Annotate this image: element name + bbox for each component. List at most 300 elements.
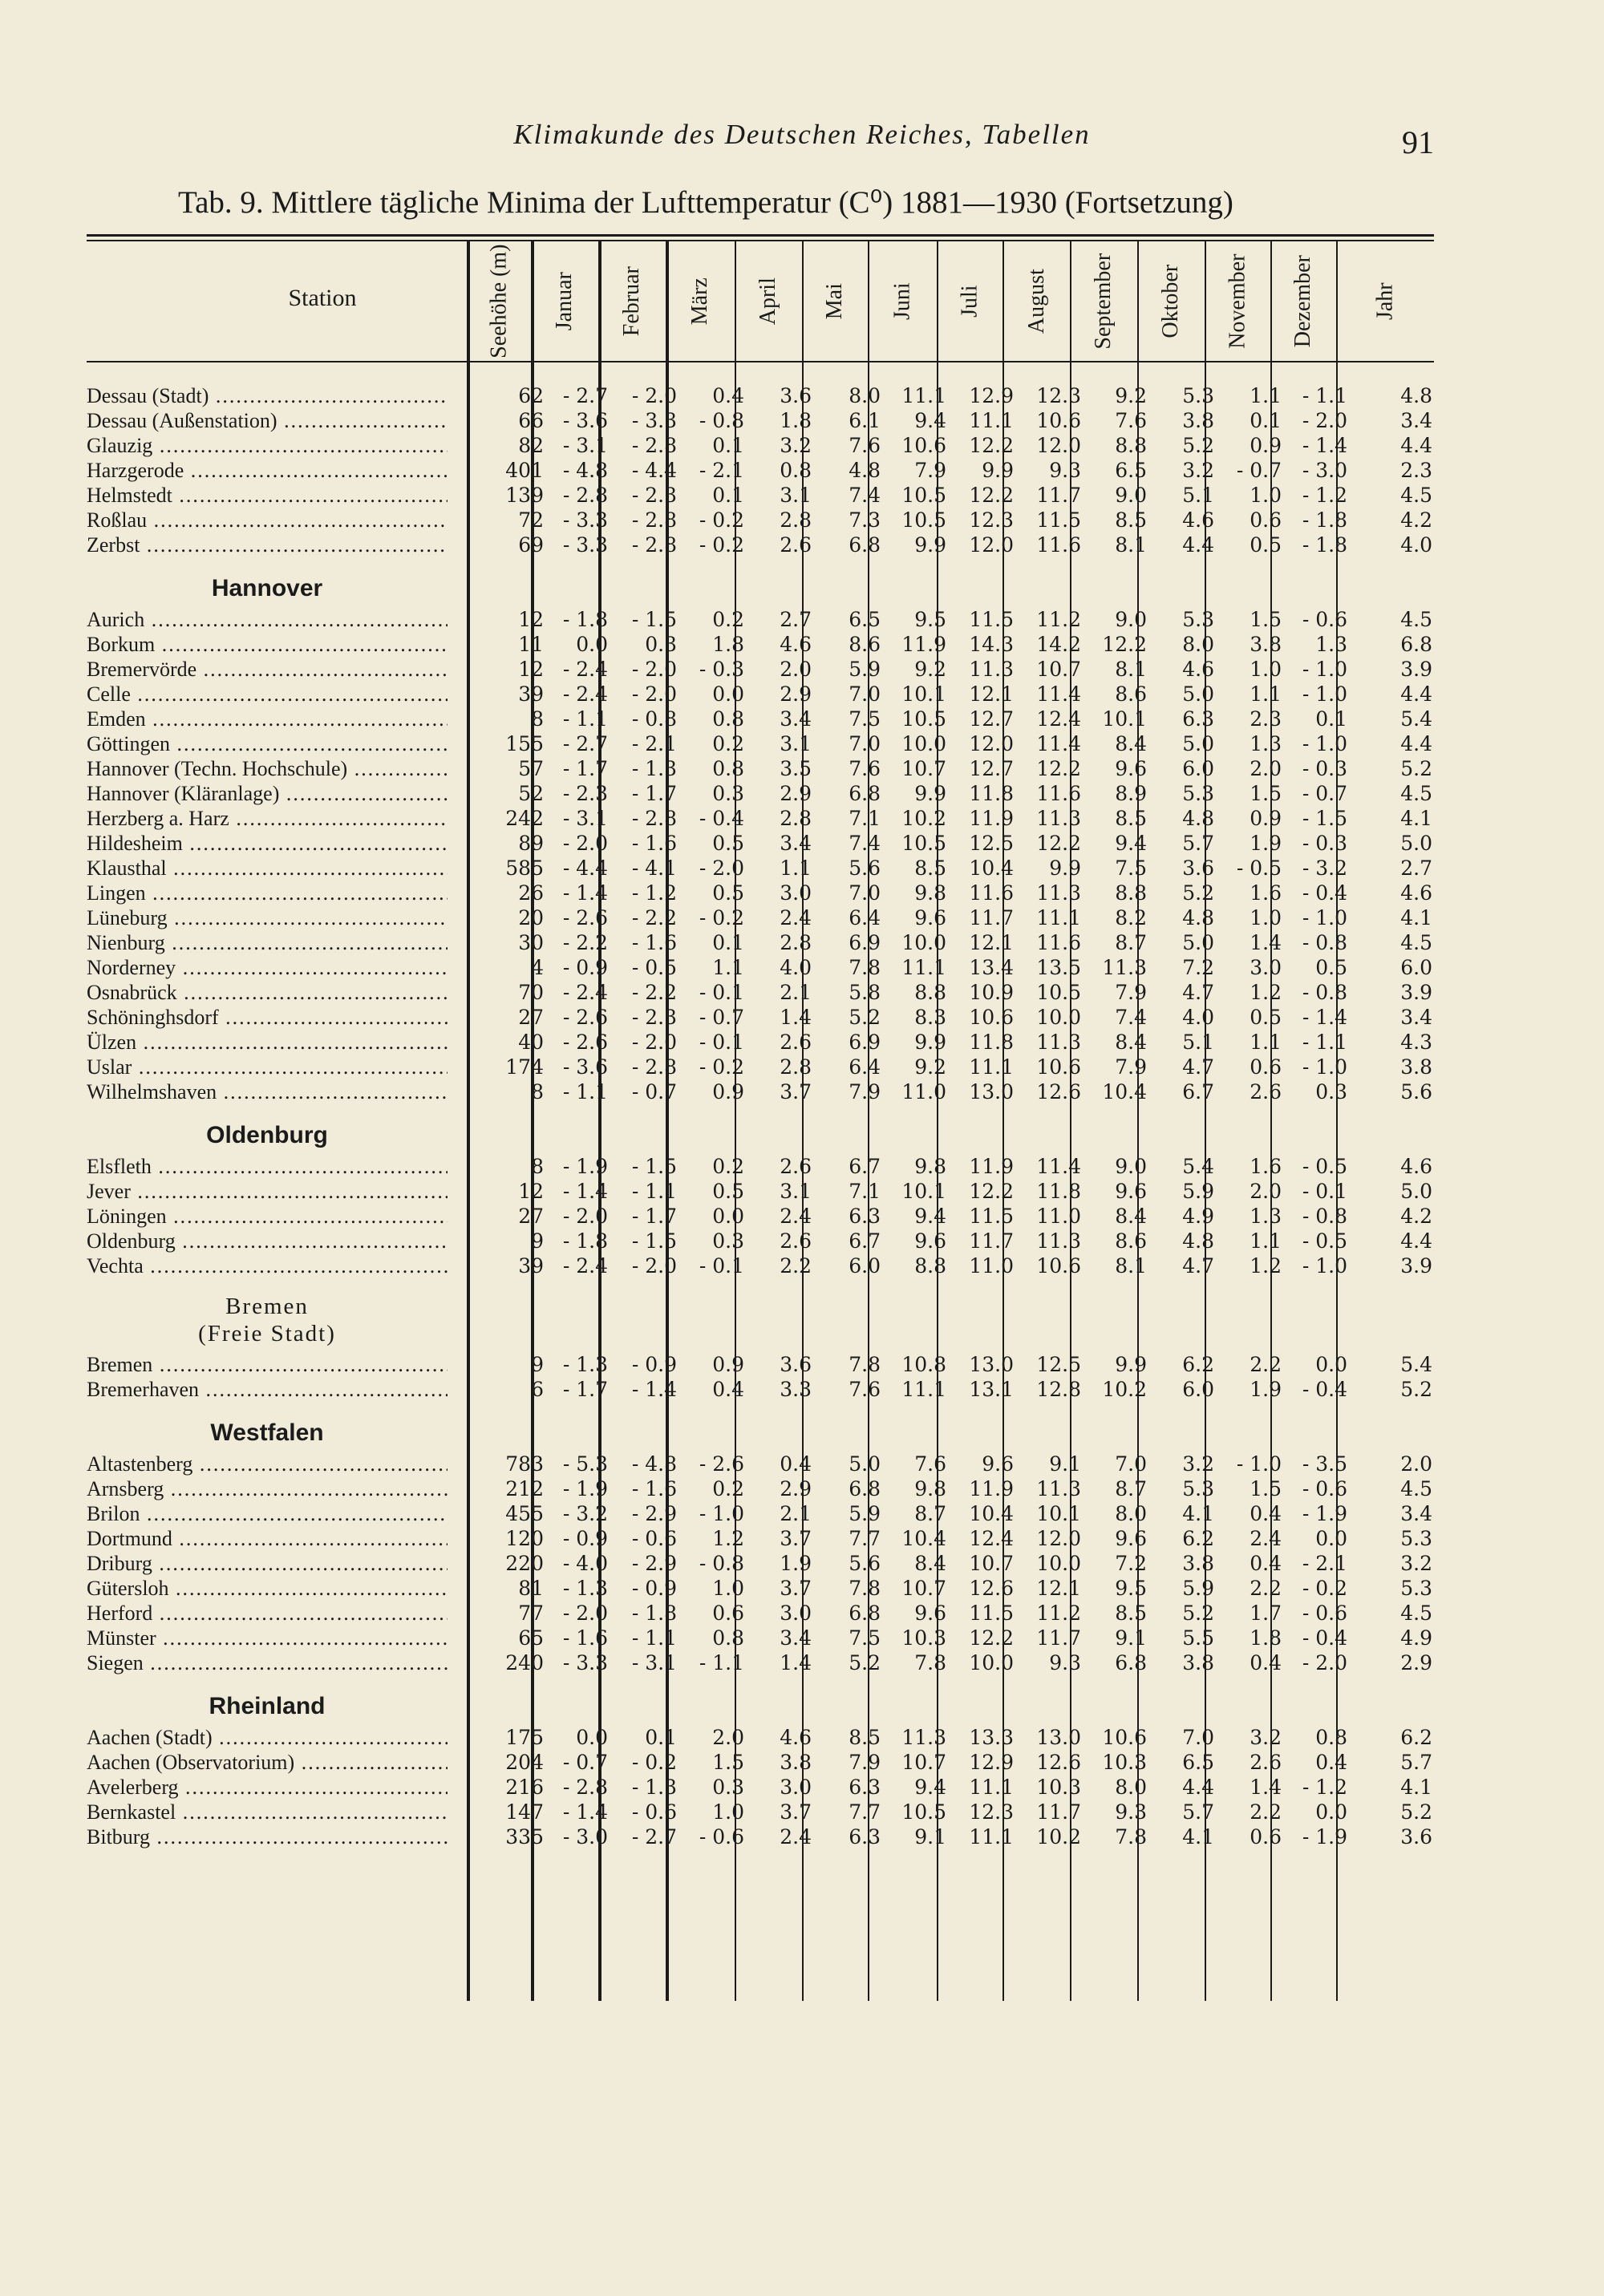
table-cell: 7.0 <box>1182 1726 1214 1749</box>
table-cell: 2.9 <box>780 682 812 706</box>
station-name: Aachen (Stadt) ..... <box>87 1725 448 1750</box>
table-cell: - 1.3 <box>562 1577 608 1600</box>
table-cell: 335 <box>505 1825 544 1849</box>
table-cell: 11.4 <box>1036 1155 1081 1178</box>
table-cell: - 1.7 <box>562 1378 608 1401</box>
table-cell: - 0.2 <box>631 1751 677 1774</box>
table-cell: 5.3 <box>1182 782 1214 805</box>
table-cell: 13.1 <box>969 1378 1014 1401</box>
table-cell: 1.4 <box>780 1651 812 1674</box>
table-row <box>87 1452 1434 1476</box>
table-cell: 9.6 <box>914 906 946 929</box>
table-cell: - 1.0 <box>1302 906 1347 929</box>
table-cell: - 1.3 <box>631 1776 677 1799</box>
table-cell: 0.8 <box>712 757 744 780</box>
table-cell: - 0.7 <box>1302 782 1347 805</box>
table-cell: 3.8 <box>1182 409 1214 432</box>
table-cell: 0.4 <box>712 1378 744 1401</box>
table-cell: 1.8 <box>780 409 812 432</box>
table-cell: - 1.1 <box>1302 1031 1347 1054</box>
table-cell: 6.7 <box>849 1229 881 1253</box>
table-cell: 13.0 <box>1036 1726 1081 1749</box>
table-cell: - 1.1 <box>1302 384 1347 407</box>
station-name: Uslar ..... <box>87 1055 448 1079</box>
table-cell: 11.9 <box>969 1155 1014 1178</box>
table-cell: - 0.1 <box>1302 1180 1347 1203</box>
table-cell: 12.7 <box>969 757 1014 780</box>
table-cell: - 3.1 <box>562 434 608 457</box>
table-cell: 9.4 <box>1115 832 1147 855</box>
table-cell: 11.5 <box>969 1205 1014 1228</box>
table-cell: - 1.8 <box>631 1602 677 1625</box>
table-cell: 174 <box>505 1055 544 1079</box>
table-cell: 39 <box>518 1254 544 1278</box>
table-cell: 8.6 <box>1115 1229 1147 1253</box>
table-cell: 11.1 <box>969 1055 1014 1079</box>
station-name: Herford ..... <box>87 1601 448 1626</box>
table-cell: 9.0 <box>1115 1155 1147 1178</box>
table-cell: - 2.1 <box>699 459 744 482</box>
table-cell: 3.2 <box>1182 1452 1214 1476</box>
table-cell: 9.1 <box>914 1825 946 1849</box>
table-cell: 5.4 <box>1182 1155 1214 1178</box>
table-cell: - 1.2 <box>1302 1776 1347 1799</box>
table-cell: 12 <box>518 1180 544 1203</box>
table-cell: - 0.6 <box>1302 1602 1347 1625</box>
station-name: Münster ..... <box>87 1626 448 1650</box>
table-cell: 12.5 <box>969 832 1014 855</box>
table-cell: 12.3 <box>969 508 1014 532</box>
table-cell: 11.3 <box>1036 807 1081 830</box>
table-cell: 9 <box>531 1229 544 1253</box>
table-cell: 27 <box>518 1205 544 1228</box>
table-cell: 13.0 <box>969 1080 1014 1103</box>
table-row <box>87 1352 1434 1377</box>
table-cell: - 0.6 <box>1302 608 1347 631</box>
column-header <box>1270 242 1336 361</box>
table-cell: 13.3 <box>969 1726 1014 1749</box>
table-cell: 8.8 <box>914 981 946 1004</box>
table-cell: 0.4 <box>1250 1651 1282 1674</box>
station-name: Arnsberg ..... <box>87 1476 448 1501</box>
table-cell: 1.6 <box>1250 881 1282 905</box>
table-cell: 8.4 <box>914 1552 946 1575</box>
table-cell: - 0.6 <box>631 1527 677 1550</box>
table-cell: 3.1 <box>780 732 812 755</box>
column-header <box>467 242 531 361</box>
table-row <box>87 756 1434 781</box>
table-cell: 2.6 <box>780 533 812 557</box>
table-cell: 12.2 <box>969 1180 1014 1203</box>
table-cell: 11.7 <box>1036 1626 1081 1650</box>
table-cell: 3.4 <box>1400 409 1432 432</box>
table-cell: 2.6 <box>1250 1751 1282 1774</box>
station-name: Bremen ..... <box>87 1352 448 1377</box>
table-cell: - 2.7 <box>631 1825 677 1849</box>
table-cell: 7.8 <box>849 1577 881 1600</box>
table-cell: 9.8 <box>914 881 946 905</box>
table-cell: 2.6 <box>780 1155 812 1178</box>
table-cell: 5.2 <box>1400 1800 1432 1824</box>
table-cell: 11.8 <box>969 782 1014 805</box>
table-cell: - 1.9 <box>562 1477 608 1500</box>
table-cell: 7.5 <box>849 707 881 731</box>
table-row <box>87 1526 1434 1551</box>
table-cell: - 2.4 <box>562 1254 608 1278</box>
table-cell: 6.2 <box>1182 1527 1214 1550</box>
table-cell: 4.6 <box>1182 658 1214 681</box>
table-cell: - 2.8 <box>562 1776 608 1799</box>
table-row <box>87 1750 1434 1775</box>
table-cell: 8.4 <box>1115 732 1147 755</box>
table-cell: 3.1 <box>780 484 812 507</box>
table-cell: 9.1 <box>1115 1626 1147 1650</box>
table-cell: - 0.7 <box>1236 459 1282 482</box>
table-cell: 40 <box>518 1031 544 1054</box>
table-cell: 10.4 <box>901 1527 946 1550</box>
table-cell: 4.4 <box>1400 434 1432 457</box>
table-cell: 7.8 <box>914 1651 946 1674</box>
table-cell: 9 <box>531 1353 544 1376</box>
table-cell: 62 <box>518 384 544 407</box>
column-header-label: Mai <box>822 283 848 320</box>
table-cell: - 2.0 <box>562 1602 608 1625</box>
table-cell: 12.4 <box>1036 707 1081 731</box>
table-cell: 4.0 <box>1182 1006 1214 1029</box>
page-number: 91 <box>1402 124 1434 160</box>
table-cell: 10.5 <box>901 832 946 855</box>
station-name: Lingen ..... <box>87 881 448 905</box>
table-cell: 455 <box>505 1502 544 1525</box>
table-cell: - 2.7 <box>562 384 608 407</box>
column-header-label: April <box>755 277 781 326</box>
table-cell: 10.4 <box>1102 1080 1147 1103</box>
table-cell: 2.2 <box>780 1254 812 1278</box>
table-cell: 52 <box>518 782 544 805</box>
table-cell: 11.1 <box>969 409 1014 432</box>
station-name: Herzberg a. Harz ..... <box>87 806 448 831</box>
station-name: Roßlau ..... <box>87 508 448 532</box>
table-cell: 3.4 <box>780 707 812 731</box>
table-cell: - 2.3 <box>631 484 677 507</box>
table-cell: 10.2 <box>1102 1378 1147 1401</box>
table-cell: 2.7 <box>780 608 812 631</box>
station-name: Helmstedt ..... <box>87 483 448 508</box>
table-cell: - 5.3 <box>562 1452 608 1476</box>
column-header <box>1003 242 1070 361</box>
table-cell: - 0.7 <box>562 1751 608 1774</box>
table-cell: 3.8 <box>1182 1552 1214 1575</box>
table-cell: 13.0 <box>969 1353 1014 1376</box>
table-cell: 10.1 <box>1036 1502 1081 1525</box>
column-header <box>666 242 735 361</box>
table-row <box>87 1551 1434 1576</box>
table-row <box>87 731 1434 756</box>
table-cell: - 1.1 <box>562 707 608 731</box>
table-cell: 2.8 <box>780 1055 812 1079</box>
table-cell: 1.9 <box>1250 832 1282 855</box>
table-cell: - 4.4 <box>631 459 677 482</box>
table-cell: - 2.3 <box>631 1006 677 1029</box>
table-cell: 6.2 <box>1182 1353 1214 1376</box>
table-cell: 3.8 <box>780 1751 812 1774</box>
station-name: Bitburg ..... <box>87 1824 448 1849</box>
table-cell: - 1.5 <box>1302 807 1347 830</box>
table-cell: 5.8 <box>849 981 881 1004</box>
table-cell: 6.8 <box>849 533 881 557</box>
table-cell: 10.7 <box>969 1552 1014 1575</box>
station-name: Driburg ..... <box>87 1551 448 1576</box>
table-cell: 4.5 <box>1400 1602 1432 1625</box>
table-cell: 7.6 <box>849 757 881 780</box>
table-cell: 5.5 <box>1182 1626 1214 1650</box>
table-cell: 14.2 <box>1036 633 1081 656</box>
table-row <box>87 1650 1434 1675</box>
table-cell: - 1.5 <box>631 608 677 631</box>
table-cell: 0.3 <box>712 782 744 805</box>
table-row <box>87 458 1434 483</box>
table-cell: - 4.4 <box>562 856 608 880</box>
table-cell: 12 <box>518 608 544 631</box>
table-cell: 5.2 <box>1400 1378 1432 1401</box>
table-cell: 1.8 <box>712 633 744 656</box>
table-cell: 8.7 <box>914 1502 946 1525</box>
running-title: Klimakunde des Deutschen Reiches, Tabellen <box>513 119 1091 150</box>
station-name: Brilon ..... <box>87 1501 448 1526</box>
table-cell: - 1.2 <box>631 881 677 905</box>
station-name: Oldenburg ..... <box>87 1229 448 1253</box>
table-cell: 66 <box>518 409 544 432</box>
table-cell: 6.3 <box>849 1205 881 1228</box>
table-cell: 9.1 <box>1049 1452 1081 1476</box>
table-cell: 10.5 <box>901 707 946 731</box>
station-name: Klausthal ..... <box>87 856 448 881</box>
table-cell: 11.2 <box>1036 608 1081 631</box>
table-cell: 4.0 <box>780 956 812 979</box>
table-row <box>87 508 1434 532</box>
table-cell: 12.2 <box>1036 757 1081 780</box>
table-cell: 8.4 <box>1115 1205 1147 1228</box>
table-cell: 9.6 <box>1115 1180 1147 1203</box>
table-cell: 5.2 <box>1182 881 1214 905</box>
table-cell: 1.7 <box>1250 1602 1282 1625</box>
table-cell: 0.9 <box>1250 807 1282 830</box>
table-cell: 4.6 <box>1400 881 1432 905</box>
table-cell: - 0.4 <box>699 807 744 830</box>
table-cell: 0.9 <box>1250 434 1282 457</box>
table-cell: 5.0 <box>1182 931 1214 954</box>
table-cell: 11.9 <box>969 807 1014 830</box>
table-cell: - 2.8 <box>631 533 677 557</box>
column-header-label: Jahr <box>1372 282 1398 321</box>
table-cell: 0.2 <box>712 608 744 631</box>
table-cell: 1.9 <box>1250 1378 1282 1401</box>
table-cell: 5.0 <box>849 1452 881 1476</box>
table-row <box>87 1601 1434 1626</box>
table-cell: 70 <box>518 981 544 1004</box>
column-header <box>1070 242 1137 361</box>
table-cell: - 2.2 <box>631 906 677 929</box>
table-cell: 20 <box>518 906 544 929</box>
table-cell: 10.0 <box>1036 1552 1081 1575</box>
table-cell: 7.9 <box>849 1751 881 1774</box>
column-header <box>735 242 802 361</box>
table-cell: - 2.1 <box>1302 1552 1347 1575</box>
table-cell: 10.5 <box>901 484 946 507</box>
table-cell: - 0.5 <box>1302 1229 1347 1253</box>
table-cell: 1.3 <box>1250 1205 1282 1228</box>
table-cell: 11.1 <box>901 384 946 407</box>
column-header <box>1336 242 1434 361</box>
table-cell: 9.6 <box>982 1452 1014 1476</box>
table-cell: 1.5 <box>1250 608 1282 631</box>
table-cell: 5.4 <box>1400 1353 1432 1376</box>
station-name: Dortmund ..... <box>87 1526 448 1551</box>
table-cell: 0.0 <box>576 1726 608 1749</box>
table-cell: 12.2 <box>969 1626 1014 1650</box>
table-cell: 7.4 <box>849 832 881 855</box>
table-cell: 7.6 <box>849 1378 881 1401</box>
table-row <box>87 483 1434 508</box>
table-cell: 11.7 <box>969 906 1014 929</box>
table-cell: 6.0 <box>1182 757 1214 780</box>
column-header <box>868 242 937 361</box>
table-cell: 10.0 <box>1036 1006 1081 1029</box>
table-cell: 8 <box>531 1080 544 1103</box>
table-cell: 4.8 <box>1400 384 1432 407</box>
table-cell: 6.0 <box>849 1254 881 1278</box>
table-cell: 2.0 <box>712 1726 744 1749</box>
table-cell: 9.8 <box>914 1155 946 1178</box>
station-name: Glauzig ..... <box>87 433 448 458</box>
table-cell: - 2.0 <box>1302 1651 1347 1674</box>
table-cell: 2.1 <box>780 981 812 1004</box>
table-row <box>87 1800 1434 1824</box>
table-row <box>87 1576 1434 1601</box>
table-row <box>87 930 1434 955</box>
table-cell: 3.9 <box>1400 981 1432 1004</box>
table-cell: 11.1 <box>969 1825 1014 1849</box>
table-cell: 2.6 <box>780 1229 812 1253</box>
table-cell: 12.8 <box>1036 1378 1081 1401</box>
table-row <box>87 707 1434 731</box>
table-cell: 10.3 <box>1036 1776 1081 1799</box>
table-cell: 242 <box>505 807 544 830</box>
table-cell: 0.4 <box>780 1452 812 1476</box>
table-cell: 10.0 <box>901 732 946 755</box>
table-cell: 10.6 <box>969 1006 1014 1029</box>
table-cell: 8.1 <box>1115 1254 1147 1278</box>
table-cell: - 1.4 <box>631 1378 677 1401</box>
table-row <box>87 856 1434 881</box>
table-cell: - 1.6 <box>631 1477 677 1500</box>
table-cell: 11.6 <box>969 881 1014 905</box>
table-cell: 8.8 <box>914 1254 946 1278</box>
table-cell: 4.8 <box>849 459 881 482</box>
table-cell: 6.4 <box>849 906 881 929</box>
table-cell: 2.3 <box>1400 459 1432 482</box>
table-cell: 0.1 <box>712 484 744 507</box>
table-cell: 3.7 <box>780 1577 812 1600</box>
table-cell: 6.8 <box>849 1477 881 1500</box>
table-cell: - 3.6 <box>562 1055 608 1079</box>
table-cell: 2.0 <box>1400 1452 1432 1476</box>
station-name: Avelerberg ..... <box>87 1775 448 1800</box>
table-cell: 8.8 <box>1115 881 1147 905</box>
table-cell: 240 <box>505 1651 544 1674</box>
table-cell: 8 <box>531 707 544 731</box>
table-cell: - 2.7 <box>562 732 608 755</box>
table-cell: 5.2 <box>1182 1602 1214 1625</box>
table-row <box>87 1253 1434 1278</box>
table-cell: - 0.3 <box>699 658 744 681</box>
station-name: Bremervörde ..... <box>87 657 448 682</box>
table-cell: 0.4 <box>1315 1751 1347 1774</box>
table-cell: 4.4 <box>1400 732 1432 755</box>
table-cell: 2.6 <box>780 1031 812 1054</box>
table-cell: - 1.4 <box>1302 434 1347 457</box>
table-cell: 3.0 <box>780 881 812 905</box>
table-cell: 7.5 <box>849 1626 881 1650</box>
table-cell: 1.2 <box>1250 1254 1282 1278</box>
table-cell: 10.6 <box>1036 409 1081 432</box>
table-cell: 4.8 <box>1182 807 1214 830</box>
table-cell: - 1.8 <box>1302 533 1347 557</box>
table-cell: 0.6 <box>1250 508 1282 532</box>
table-cell: 1.1 <box>1250 1229 1282 1253</box>
table-cell: 0.4 <box>1250 1502 1282 1525</box>
table-cell: 7.6 <box>914 1452 946 1476</box>
table-cell: 4.6 <box>1400 1155 1432 1178</box>
region-heading <box>87 1278 1434 1352</box>
table-cell: 2.2 <box>1250 1800 1282 1824</box>
table-cell: 155 <box>505 732 544 755</box>
column-header-label: März <box>687 277 713 326</box>
table-cell: 8.5 <box>1115 508 1147 532</box>
table-cell: 10.3 <box>901 1626 946 1650</box>
table-cell: 5.3 <box>1182 608 1214 631</box>
table-cell: 4.3 <box>1400 1031 1432 1054</box>
table-cell: 2.4 <box>780 1205 812 1228</box>
table-cell: 11.7 <box>1036 1800 1081 1824</box>
table-cell: 3.6 <box>780 1353 812 1376</box>
table-cell: 6.3 <box>1182 707 1214 731</box>
table-cell: 1.4 <box>1250 931 1282 954</box>
table-cell: 6.8 <box>1400 633 1432 656</box>
table-cell: - 1.8 <box>1302 508 1347 532</box>
table-row <box>87 980 1434 1005</box>
table-cell: 5.7 <box>1182 832 1214 855</box>
station-name: Aurich ..... <box>87 607 448 632</box>
table-cell: 10.7 <box>901 757 946 780</box>
table-cell: 9.2 <box>914 1055 946 1079</box>
table-cell: - 0.6 <box>1302 1477 1347 1500</box>
table-cell: 6.8 <box>849 1602 881 1625</box>
table-cell: 10.5 <box>1036 981 1081 1004</box>
table-cell: - 2.0 <box>1302 409 1347 432</box>
table-cell: 1.4 <box>1250 1776 1282 1799</box>
table-cell: 9.9 <box>914 782 946 805</box>
table-row <box>87 955 1434 980</box>
table-cell: 11.5 <box>969 608 1014 631</box>
table-cell: 7.9 <box>1115 981 1147 1004</box>
table-cell: 139 <box>505 484 544 507</box>
table-cell: 11.0 <box>1036 1205 1081 1228</box>
table-cell: - 0.4 <box>1302 1378 1347 1401</box>
table-cell: - 3.2 <box>1302 856 1347 880</box>
table-row <box>87 831 1434 856</box>
table-cell: 10.9 <box>969 981 1014 1004</box>
